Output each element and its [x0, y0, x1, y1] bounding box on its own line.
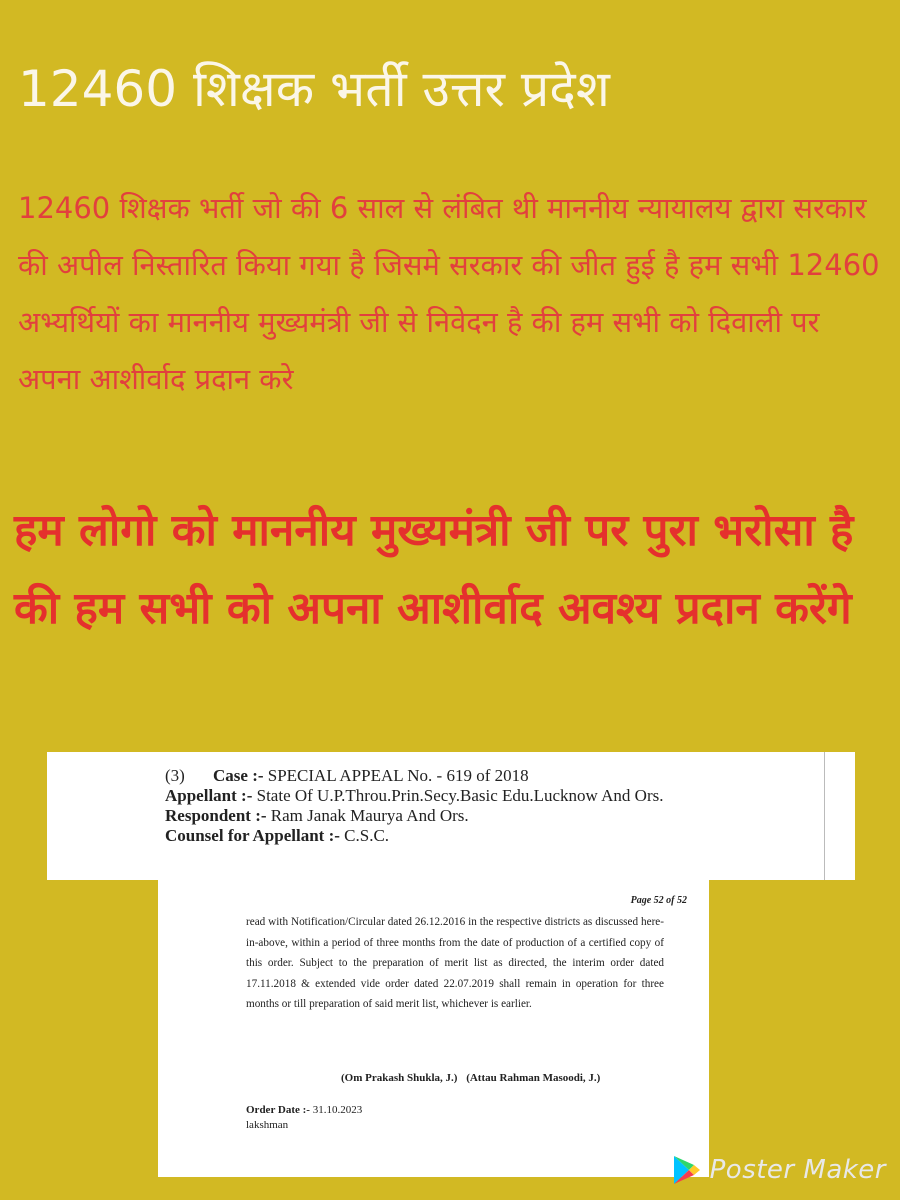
respondent-label: Respondent :-	[165, 806, 267, 825]
counsel-value: C.S.C.	[344, 826, 390, 845]
case-details	[165, 766, 815, 846]
poster-title: 12460 शिक्षक भर्ती उत्तर प्रदेश	[18, 60, 610, 118]
order-date-label: Order Date :-	[246, 1104, 310, 1116]
counsel-row	[165, 826, 815, 846]
watermark-text: Poster Maker	[709, 1155, 886, 1185]
poster-body-text: 12460 शिक्षक भर्ती जो की 6 साल से लंबित थी माननीय न्यायालय द्वारा सरकार की अपील निस्तारित किया गया है जिसमे सरकार की जीत हुई है हम सभी 12460 अभ्यर्थियों का माननीय मुख्यमंत्री जी से निवेदन है की हम सभी को दिवाली पर अपना आशीर्वाद प्रदान करे	[18, 191, 880, 396]
court-order-document	[158, 880, 709, 1177]
order-date	[246, 1104, 362, 1116]
poster-highlight-text: हम लोगो को माननीय मुख्यमंत्री जी पर पुरा भरोसा है की हम सभी को अपना आशीर्वाद अवश्य प्रदान करेंगे	[14, 505, 854, 634]
clerk-name: lakshman	[246, 1119, 289, 1131]
judge-name: (Attau Rahman Masoodi, J.)	[466, 1072, 601, 1084]
appellant-label: Appellant :-	[165, 786, 253, 805]
document-fold-line	[824, 752, 825, 880]
judge-name: (Om Prakash Shukla, J.)	[341, 1072, 458, 1084]
case-details-document	[47, 752, 855, 880]
case-label: Case :-	[213, 766, 264, 785]
play-store-icon	[672, 1154, 702, 1186]
judges-signature-line	[341, 1072, 600, 1084]
respondent-row	[165, 806, 815, 826]
page-number: Page 52 of 52	[630, 895, 687, 906]
poster-maker-watermark	[672, 1154, 886, 1186]
case-value: SPECIAL APPEAL No. - 619 of 2018	[267, 766, 529, 785]
respondent-value: Ram Janak Maurya And Ors.	[270, 806, 469, 825]
order-date-value: 31.10.2023	[312, 1104, 363, 1116]
order-paragraph: read with Notification/Circular dated 26.12.2016 in the respective districts as discussed here-in-above, within a period of three months from the date of production of a certified copy of this order. Subject to the preparation of merit list as directed, the interim order dated 17.11.2018 & extended vide order dated 22.07.2019 shall remain in operation for three months or till preparation of said merit list, whichever is earlier.	[246, 916, 664, 1010]
counsel-label: Counsel for Appellant :-	[165, 826, 340, 845]
case-row	[165, 766, 815, 786]
appellant-value: State Of U.P.Throu.Prin.Secy.Basic Edu.Lucknow And Ors.	[256, 786, 664, 805]
case-index: (3)	[165, 766, 185, 785]
appellant-row	[165, 786, 815, 806]
